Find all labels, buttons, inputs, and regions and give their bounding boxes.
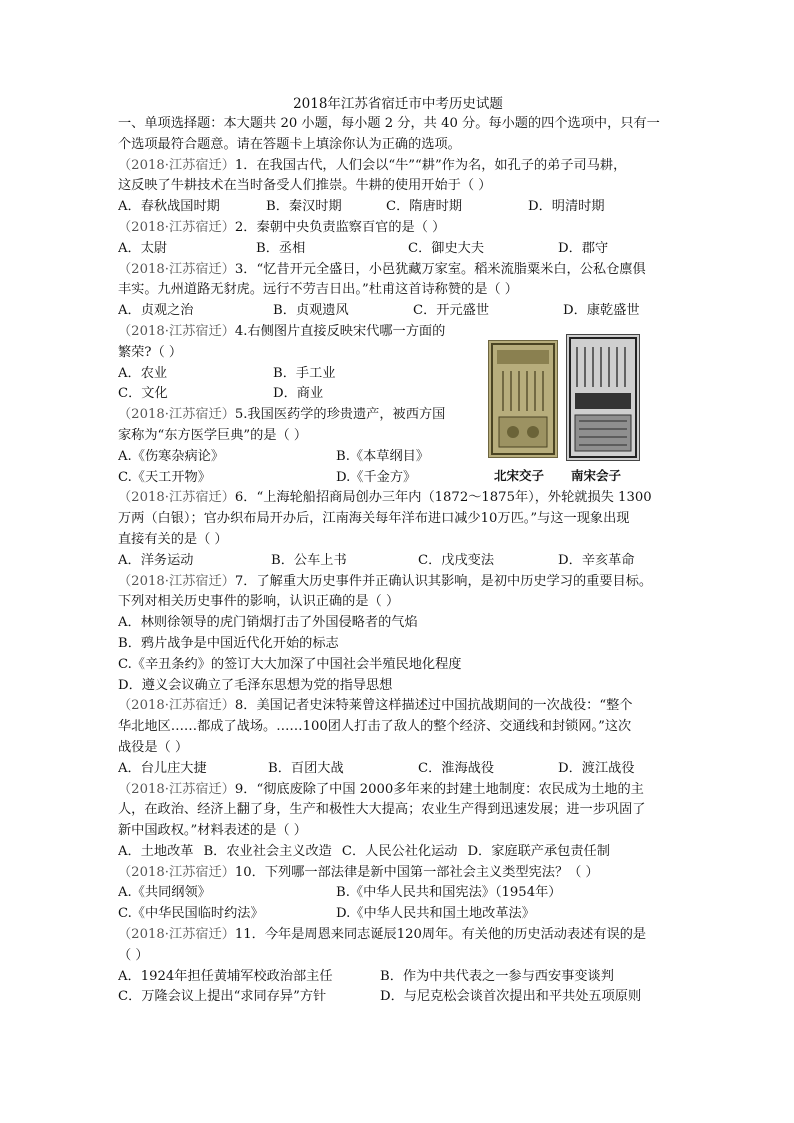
option-a: A．贞观之治: [118, 303, 194, 319]
question-11: （2018·江苏宿迁）11．今年是周恩来同志诞辰120周年。有关他的历史活动表述有误的是: [118, 927, 647, 943]
option-c: C．开元盛世: [413, 303, 490, 319]
option-c: C．御史大夫: [408, 240, 485, 256]
option-b: B．公车上书: [271, 552, 347, 568]
question-5-cont: 家称为“东方医学巨典”的是（ ）: [118, 427, 308, 443]
huizi-caption: 南宋会子: [571, 468, 622, 483]
jiaozi-banknote-image: [488, 340, 558, 458]
question-1-options: [118, 197, 678, 218]
question-8-cont2: 战役是（ ）: [118, 739, 189, 755]
question-7: （2018·江苏宿迁）7．了解重大历史事件并正确认识其影响，是初中历史学习的重要目标。: [118, 573, 653, 589]
question-4: （2018·江苏宿迁）4.右侧图片直接反映宋代哪一方面的: [118, 323, 446, 339]
question-4-options-ab: [118, 364, 478, 385]
question-9: （2018·江苏宿迁）9．“彻底废除了中国 2000多年来的封建土地制度：农民成为土地的主: [118, 781, 644, 797]
question-9-cont: 人，在政治、经济上翻了身，生产和极性大大提高；农业生产得到迅速发展；进一步巩固了: [118, 802, 646, 818]
option-a: A．林则徐领导的虎门销烟打击了外国侵略者的气焰: [118, 615, 418, 631]
option-c: C．隋唐时期: [386, 199, 463, 215]
option-a: A．农业: [118, 365, 168, 381]
option-b: B．贞观遗风: [273, 303, 349, 319]
question-11-options-ab: [118, 967, 678, 988]
question-10: （2018·江苏宿迁）10．下列哪一部法律是新中国第一部社会主义类型宪法？（ ）: [118, 864, 599, 880]
question-8-cont: 华北地区……都成了战场。……100团人打击了敌人的整个经济、交通线和封锁网。”这次: [118, 719, 632, 735]
question-4-options-cd: [118, 384, 478, 405]
option-d: D．与尼克松会谈首次提出和平共处五项原则: [380, 989, 642, 1005]
option-a: A.《伤寒杂病论》: [118, 448, 225, 464]
option-a: A．1924年担任黄埔军校政治部主任: [118, 968, 333, 984]
question-11-options-cd: [118, 987, 678, 1008]
exam-page: [118, 94, 678, 1008]
question-9-cont2: 新中国政权。”材料表述的是（ ）: [118, 823, 307, 839]
option-b: B．百团大战: [268, 760, 344, 776]
option-d: D.《中华人民共和国土地改革法》: [336, 906, 535, 922]
option-d: D．郡守: [558, 240, 609, 256]
option-d: D．遵义会议确立了毛泽东思想为党的指导思想: [118, 677, 393, 693]
option-d: D．家庭联产承包责任制: [467, 843, 610, 859]
option-c: C.《辛丑条约》的签订大大加深了中国社会半殖民地化程度: [118, 656, 462, 672]
option-c: C．戊戌变法: [418, 552, 495, 568]
option-a: A．洋务运动: [118, 552, 194, 568]
option-a: A．春秋战国时期: [118, 199, 220, 215]
jiaozi-caption: 北宋交子: [494, 468, 545, 483]
question-source: （2018·江苏宿迁）: [118, 157, 235, 173]
option-b: B．鸦片战争是中国近代化开始的标志: [118, 635, 339, 651]
option-d: D．明清时期: [528, 199, 605, 215]
question-3: （2018·江苏宿迁）3．“忆昔开元全盛日，小邑犹藏万家室。稻米流脂粟米白，公私仓廪俱: [118, 261, 646, 277]
question-4-cont: 繁荣?（ ）: [118, 344, 183, 360]
section-heading-cont: 个选项最符合题意。请在答题卡上填涂你认为正确的选项。: [118, 136, 461, 152]
question-10-options-cd: [118, 904, 678, 925]
option-c: C．人民公社化运动: [341, 843, 458, 859]
question-1-cont: 这反映了牛耕技术在当时备受人们推崇。牛耕的使用开始于（ ）: [118, 178, 492, 194]
option-b: B．作为中共代表之一参与西安事变谈判: [380, 968, 614, 984]
question-3-options: [118, 301, 678, 322]
huizi-banknote-image: [566, 334, 640, 461]
option-c: C.《中华民国临时约法》: [118, 906, 264, 922]
option-a: A．台儿庄大捷: [118, 760, 207, 776]
question-6-cont2: 直接有关的是（ ）: [118, 531, 228, 547]
question-2: （2018·江苏宿迁）2．秦朝中央负责监察百官的是（ ）: [118, 219, 446, 235]
question-3-cont: 丰实。九州道路无豺虎。远行不劳吉日出。”杜甫这首诗称赞的是（ ）: [118, 282, 518, 298]
option-a: A.《共同纲领》: [118, 885, 211, 901]
question-10-options-ab: [118, 883, 678, 904]
question-8: （2018·江苏宿迁）8．美国记者史沫特莱曾这样描述过中国抗战期间的一次战役：“整个: [118, 698, 633, 714]
question-5-options-cd: [118, 468, 478, 489]
option-a: A．土地改革: [118, 843, 194, 859]
question-6-cont: 万两（白银）；官办织布局开办后，江南海关每年洋布进口减少10万匹。”与这一现象出现: [118, 511, 630, 527]
option-b: B.《中华人民共和国宪法》（1954年）: [336, 885, 562, 901]
option-b: B．农业社会主义改造: [203, 843, 332, 859]
question-7-cont: 下列对相关历史事件的影响，认识正确的是（ ）: [118, 594, 400, 610]
huizi-banknote-illustration: [567, 335, 639, 460]
exam-title: 2018年江苏省宿迁市中考历史试题: [293, 96, 503, 112]
option-d: D．商业: [273, 386, 324, 402]
option-c: C.《天工开物》: [118, 469, 211, 485]
jiaozi-banknote-illustration: [489, 341, 557, 457]
question-5-options-ab: [118, 447, 478, 468]
option-a: A．太尉: [118, 240, 168, 256]
option-b: B．手工业: [273, 365, 336, 381]
option-d: D．辛亥革命: [558, 552, 635, 568]
option-c: C．文化: [118, 386, 168, 402]
option-b: B．秦汉时期: [266, 199, 342, 215]
question-6-options: [118, 551, 678, 572]
option-d: D．渡江战役: [558, 760, 635, 776]
option-c: C．万隆会议上提出“求同存异”方针: [118, 989, 327, 1005]
question-8-options: [118, 759, 678, 780]
option-b: B.《本草纲目》: [336, 448, 430, 464]
question-11-cont: （ ）: [118, 947, 149, 963]
question-6: （2018·江苏宿迁）6．“上海轮船招商局创办三年内（1872～1875年），外轮就损失 1300: [118, 490, 652, 506]
question-1: （2018·江苏宿迁）1．在我国古代，人们会以“牛”“耕”作为名，如孔子的弟子司马耕，: [118, 157, 627, 173]
option-d: D.《千金方》: [336, 469, 417, 485]
section-heading: 一、单项选择题：本大题共 20 小题，每小题 2 分，共 40 分。每小题的四个选项中，只有一: [118, 116, 660, 131]
option-b: B．丞相: [256, 240, 306, 256]
option-d: D．康乾盛世: [563, 303, 640, 319]
question-2-options: [118, 239, 678, 260]
paper-money-figure: [486, 334, 676, 494]
question-5: （2018·江苏宿迁）5.我国医药学的珍贵遗产，被西方国: [118, 407, 446, 423]
option-c: C．淮海战役: [418, 760, 495, 776]
question-9-options: [118, 842, 678, 863]
